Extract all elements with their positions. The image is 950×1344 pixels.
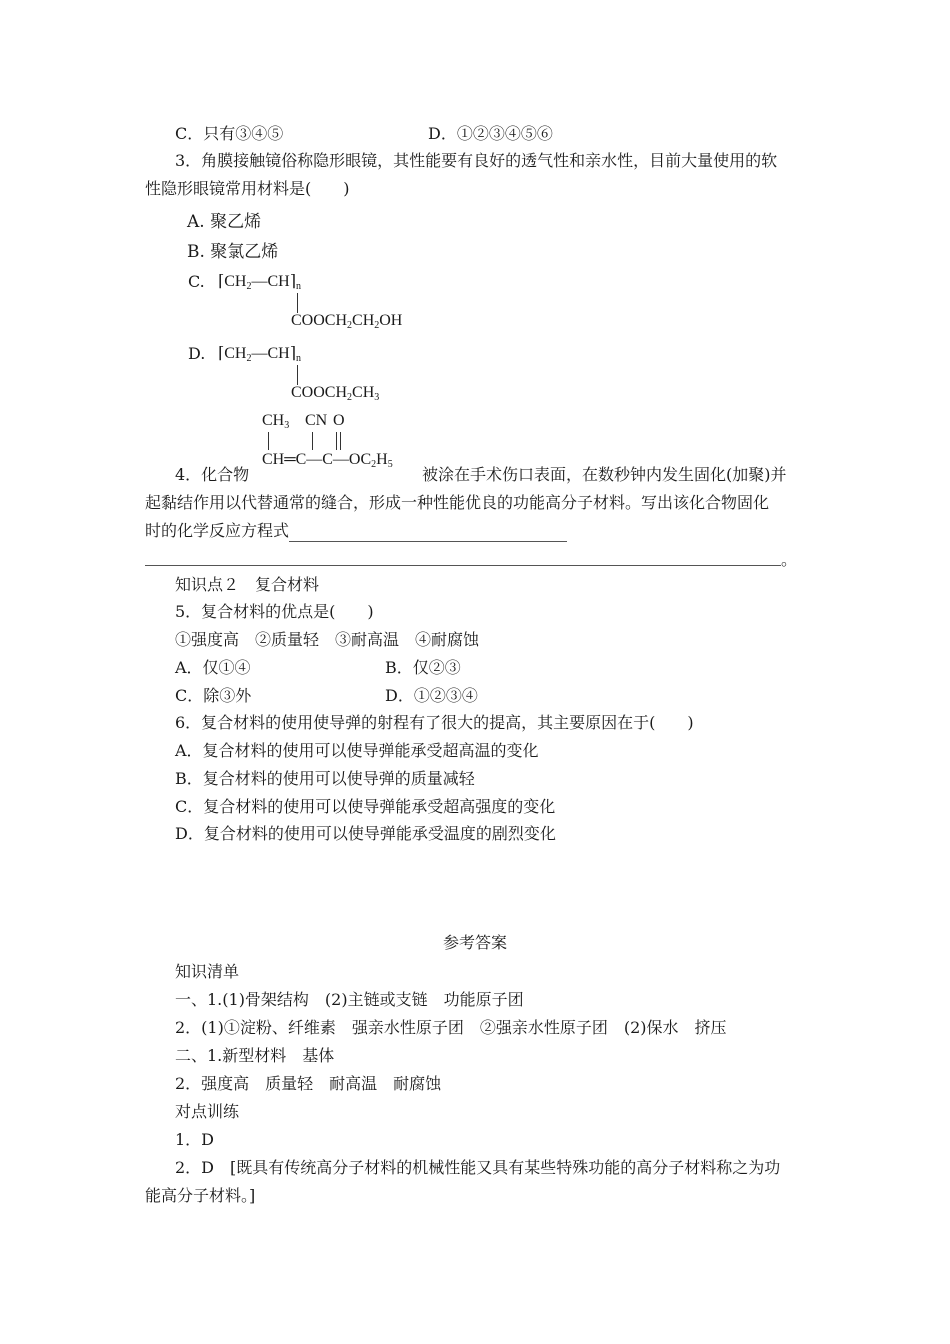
q2-option-c: C．只有③④⑤ — [175, 124, 284, 143]
q3-option-d-bond — [297, 365, 298, 385]
q6-option-d: D．复合材料的使用可以使导弹能承受温度的剧烈变化 — [175, 824, 556, 843]
answers-title: 参考答案 — [442, 933, 507, 952]
q3-option-d-polymer-chain: $⌈CH_2—CH⌉_n$ — [218, 345, 301, 364]
q3-option-c-polymer-chain: $⌈CH_2—CH⌉_n$ — [218, 273, 301, 292]
q4-compound-ch3: $CH_3$ — [262, 412, 290, 431]
q3-stem-line1: 3．角膜接触镜俗称隐形眼镜，其性能要有良好的透气性和亲水性，目前大量使用的软 — [175, 151, 778, 170]
q4-stem-line3-text: 时的化学反应方程式 — [145, 521, 290, 540]
q3-option-d-label: D. — [188, 344, 206, 363]
q4-compound-bond-o-2 — [340, 432, 341, 450]
q6-option-b: B．复合材料的使用可以使导弹的质量减轻 — [175, 769, 475, 788]
answers-line-3: 二、1.新型材料 基体 — [175, 1046, 335, 1065]
q2-option-d: D．①②③④⑤⑥ — [428, 124, 553, 143]
q5-option-b: B．仅②③ — [385, 658, 461, 677]
q4-compound-bond-cn — [312, 432, 313, 450]
q6-option-a: A．复合材料的使用可以使导弹能承受超高温的变化 — [175, 741, 539, 760]
q5-option-a: A．仅①④ — [175, 658, 251, 677]
q4-answer-blank-1 — [289, 525, 567, 542]
q5-stem: 5．复合材料的优点是( ) — [175, 602, 374, 621]
q4-compound-o: O — [333, 412, 345, 429]
q4-stem-line2: 起黏结作用以代替通常的缝合，形成一种性能优良的功能高分子材料。写出该化合物固化 — [145, 493, 770, 512]
q3-option-c-label: C. — [188, 272, 205, 291]
q5-option-d: D．①②③④ — [385, 686, 478, 705]
q3-option-c-side-group: $COOCH_2CH_2OH$ — [291, 312, 403, 331]
answer-2-line1: 2．D [既具有传统高分子材料的机械性能又具有某些特殊功能的高分子材料称之为功 — [175, 1158, 781, 1177]
q4-answer-blank-2 — [145, 565, 781, 566]
q5-option-c: C．除③外 — [175, 686, 252, 705]
q4-prefix: 4．化合物 — [175, 465, 250, 484]
q3-option-c-bond — [297, 293, 298, 313]
q3-option-d-side-group: $COOCH_2CH_3$ — [291, 384, 380, 403]
q3-stem-line2: 性隐形眼镜常用材料是( ) — [145, 179, 350, 198]
q4-compound-cn: CN — [305, 412, 328, 429]
q4-stem-line3 — [145, 520, 567, 542]
q4-end-mark: 。 — [781, 550, 798, 569]
q4-compound-bond-o-1 — [336, 432, 337, 450]
q4-compound-main-chain: $CH═C—C—OC_2H_5$ — [262, 451, 393, 470]
answers-line-1: 一、1.(1)骨架结构 (2)主链或支链 功能原子团 — [175, 990, 524, 1009]
answer-1: 1．D — [175, 1130, 215, 1149]
answers-line-2: 2．(1)①淀粉、纤维素 强亲水性原子团 ②强亲水性原子团 (2)保水 挤压 — [175, 1018, 727, 1037]
q4-stem-line1: 被涂在手术伤口表面，在数秒钟内发生固化(加聚)并 — [422, 465, 787, 484]
q3-option-a: A. 聚乙烯 — [187, 212, 262, 232]
q4-compound-bond-ch3 — [268, 432, 269, 450]
answers-training-title: 对点训练 — [175, 1102, 240, 1121]
q6-option-c: C．复合材料的使用可以使导弹能承受超高强度的变化 — [175, 797, 556, 816]
q5-items: ①强度高 ②质量轻 ③耐高温 ④耐腐蚀 — [175, 630, 480, 649]
section2-title: 知识点２ 复合材料 — [175, 575, 320, 594]
answers-line-4: 2．强度高 质量轻 耐高温 耐腐蚀 — [175, 1074, 442, 1093]
answers-list-title: 知识清单 — [175, 962, 240, 981]
q6-stem: 6．复合材料的使用使导弹的射程有了很大的提高，其主要原因在于( ) — [175, 713, 694, 732]
q3-option-b: B. 聚氯乙烯 — [187, 242, 279, 262]
answer-2-line2: 能高分子材料。] — [145, 1186, 256, 1205]
